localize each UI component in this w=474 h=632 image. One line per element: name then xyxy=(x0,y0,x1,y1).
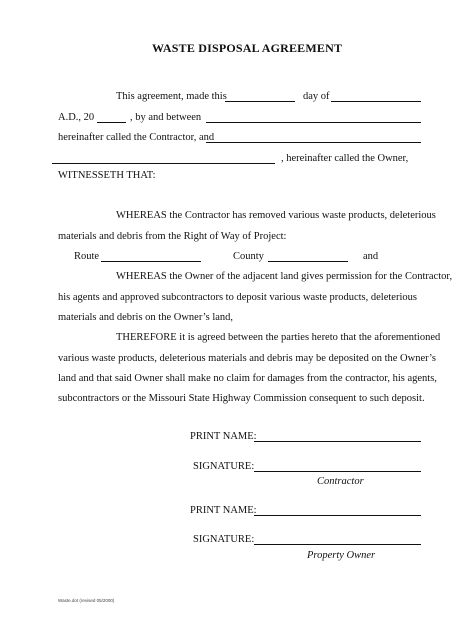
ad-20-text: A.D., 20 xyxy=(58,112,95,123)
month-blank[interactable] xyxy=(331,101,421,102)
owner-signature-line[interactable] xyxy=(254,544,421,545)
contractor-print-name-line[interactable] xyxy=(254,441,421,442)
therefore-line1: THEREFORE it is agreed between the parties hereto that the aforementioned xyxy=(116,332,441,343)
whereas1-line2: materials and debris from the Right of Way of Project: xyxy=(58,231,287,242)
contractor-role-label: Contractor xyxy=(317,476,364,487)
owner-name-blank-2[interactable] xyxy=(52,163,275,164)
therefore-line3: land and that said Owner shall make no claim for damages from the contractor, his agents, xyxy=(58,373,437,384)
therefore-line4: subcontractors or the Missouri State Highway Commission consequent to such deposit. xyxy=(58,393,425,404)
witnesseth-text: WITNESSETH THAT: xyxy=(58,170,156,181)
whereas2-line3: materials and debris on the Owner’s land, xyxy=(58,312,234,323)
county-label: County xyxy=(233,251,264,262)
footer-revision: Waste.dot (revised 05/2000) xyxy=(58,598,115,603)
whereas2-line1: WHEREAS the Owner of the adjacent land gives permission for the Contractor, xyxy=(116,271,453,282)
whereas1-line1: WHEREAS the Contractor has removed various waste products, deleterious xyxy=(116,210,436,221)
therefore-line2: various waste products, deleterious materials and debris may be deposited on the Owner’s xyxy=(58,353,436,364)
owner-print-name-label: PRINT NAME: xyxy=(190,505,257,516)
owner-called-text: , hereinafter called the Owner, xyxy=(281,153,409,164)
day-of-text: day of xyxy=(303,91,330,102)
and-label: and xyxy=(363,251,379,262)
contractor-signature-line[interactable] xyxy=(254,471,421,472)
route-label: Route xyxy=(74,251,100,262)
owner-signature-label: SIGNATURE: xyxy=(193,534,255,545)
county-blank[interactable] xyxy=(268,261,348,262)
owner-role-label: Property Owner xyxy=(307,550,376,561)
contractor-called-text: hereinafter called the Contractor, and xyxy=(58,132,215,143)
owner-name-blank-1[interactable] xyxy=(206,142,421,143)
year-blank[interactable] xyxy=(97,122,126,123)
day-blank[interactable] xyxy=(225,101,295,102)
made-this-text: This agreement, made this xyxy=(116,91,227,102)
document-title: WASTE DISPOSAL AGREEMENT xyxy=(152,41,343,55)
contractor-name-blank[interactable] xyxy=(206,122,421,123)
route-blank[interactable] xyxy=(101,261,201,262)
contractor-print-name-label: PRINT NAME: xyxy=(190,431,257,442)
owner-print-name-line[interactable] xyxy=(254,515,421,516)
contractor-signature-label: SIGNATURE: xyxy=(193,461,255,472)
by-between-text: , by and between xyxy=(130,112,202,123)
whereas2-line2: his agents and approved subcontractors to deposit various waste products, deleterious xyxy=(58,292,417,303)
